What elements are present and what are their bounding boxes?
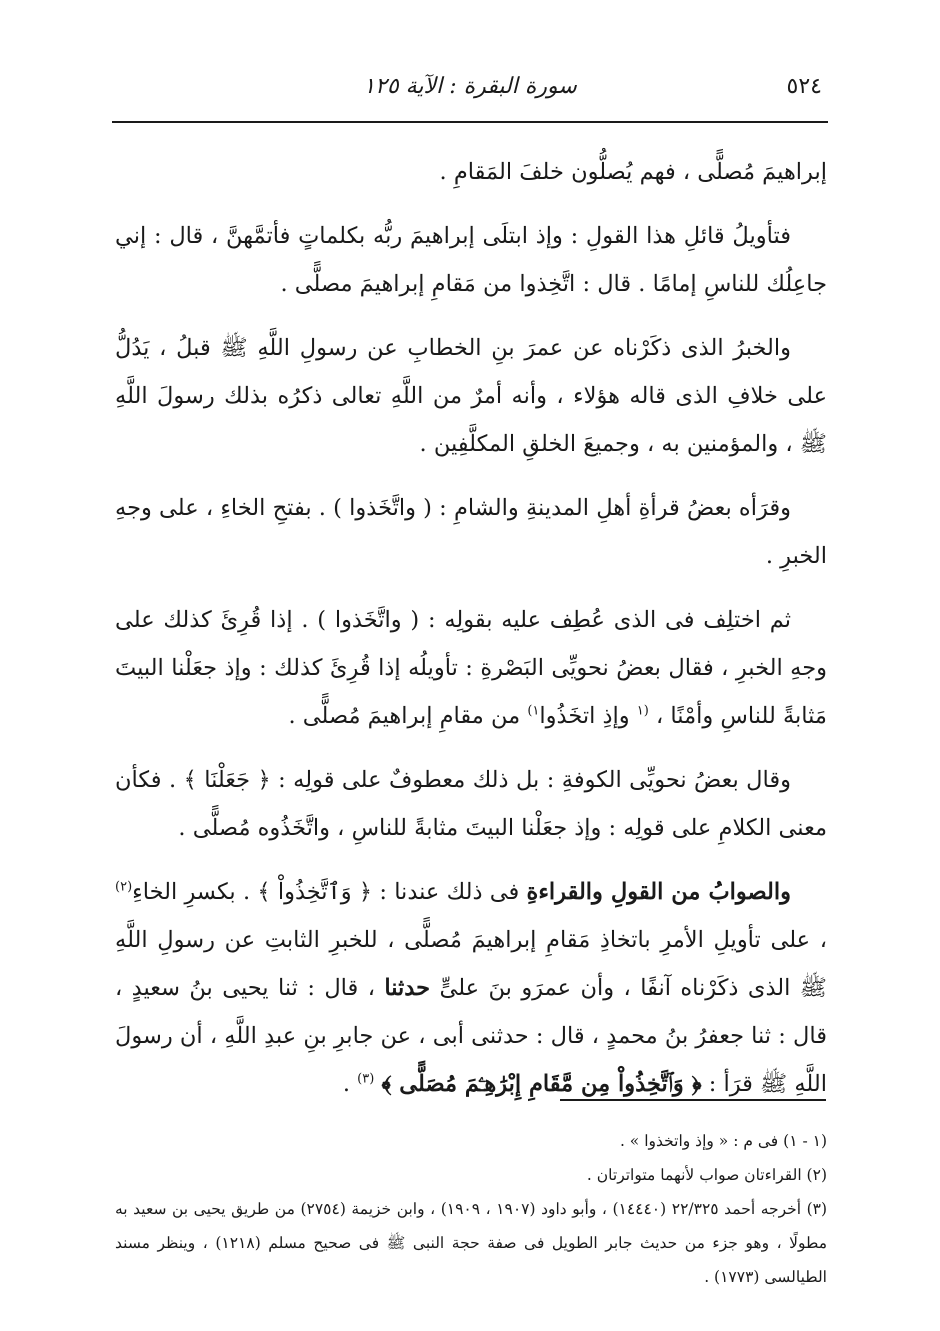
quran-verse: ﴿ وَٱتَّخِذُواْ مِن مَّقَامِ إِبْرَٰهِـۧمَ مُصَلًّى ﴾ [381, 1071, 702, 1097]
main-text [115, 148, 827, 1124]
paragraph-7-text-c: ، قال : ثنا يحيى بنُ سعيدٍ ، قال : ثنا جعفرُ بنُ محمدٍ ، قال : حدثنى أبى ، عن جابرِ بنِ عبدِ اللَّهِ ، أن رسولَ اللَّهِ ﷺ قرَأ : [115, 975, 827, 1097]
paragraph-3: والخبرُ الذى ذكَرْناه عن عمرَ بنِ الخطابِ عن رسولِ اللَّهِ ﷺ قبلُ ، يَدُلُّ على خلافِ الذى قاله هؤلاء ، وأنه أمرٌ من اللَّهِ تعالى ذكرُه بذلك رسولَ اللَّهِ ﷺ ، والمؤمنين به ، وجميعَ الخلقِ المكلَّفِين . [115, 335, 827, 457]
page-header [112, 72, 828, 112]
footnote-marker-1-open: (١ [636, 703, 649, 719]
paragraph-7-bold-lead: والصوابُ من القولِ والقراءةِ [526, 879, 791, 905]
footnote-marker-3: (٣) [357, 1071, 375, 1087]
paragraph-7-text-d: . [342, 1071, 358, 1097]
footnotes [115, 1124, 827, 1294]
paragraph-5-text-a: ثم اختلِف فى الذى عُطِف عليه بقولِه : ( واتَّخَذوا ) . إذا قُرِئَ كذلك على وجهِ الخبرِ ، فقال بعضُ نحويِّى البَصْرةِ : تأويلُه إذا قُرِئَ كذلك : وإذ جعَلْنا البيتَ مَثابةً للناسِ وأمْنًا ، [115, 607, 827, 729]
header-rule [112, 121, 828, 123]
footnote-2: (٢) القراءتان صواب لأنهما متواترتان . [586, 1166, 827, 1184]
paragraph-5-text-b: وإذِ اتخَذُوا [539, 703, 637, 729]
paragraph-4: وقرَأه بعضُ قرأةِ أهلِ المدينةِ والشامِ : ( واتَّخَذوا ) . بفتحِ الخاءِ ، على وجهِ الخبرِ . [115, 495, 827, 569]
page-number: ٥٢٤ [786, 74, 822, 99]
footnote-marker-1-close: ١) [527, 703, 540, 719]
footnote-1: (١ - ١) فى م : « وإذ واتخذوا » . [619, 1132, 827, 1150]
paragraph-7-text-a: فى ذلك عندنا : ﴿ وَٱتَّخِذُواْ ﴾ . بكسرِ الخاءِ [132, 879, 527, 905]
paragraph-7 [115, 868, 827, 1108]
paragraph-7-bold-haddathana: حدثنا [384, 975, 431, 1001]
footnote-rule [560, 1099, 826, 1101]
paragraph-1: إبراهيمَ مُصلًّى ، فهم يُصلُّون خلفَ المَقامِ . [439, 159, 827, 185]
paragraph-6: وقال بعضُ نحويِّى الكوفةِ : بل ذلك معطوفٌ على قولِه : ﴿ جَعَلْنَا ﴾ . فكأن معنى الكلامِ على قولِه : وإذ جعَلْنا البيتَ مثابةً للناسِ ، واتَّخَذُوه مُصلًّى . [115, 767, 827, 841]
paragraph-2: فتأويلُ قائلِ هذا القولِ : وإذ ابتلَى إبراهيمَ ربُّه بكلماتٍ فأتمَّهنَّ ، قال : إني جاعِلُك للناسِ إمامًا . قال : اتَّخِذوا من مَقامِ إبراهيمَ مصلًّى . [115, 223, 827, 297]
running-title: سورة البقرة : الآية ١٢٥ [363, 74, 577, 99]
paragraph-5-text-c: من مقامِ إبراهيمَ مُصلًّى . [288, 703, 528, 729]
footnote-marker-2: (٢) [115, 879, 133, 895]
footnote-3: (٣) أخرجه أحمد ٢٢/٣٢٥ (١٤٤٤٠) ، وأبو داود (١٩٠٧ ، ١٩٠٩) ، وابن خزيمة (٢٧٥٤) من طريق يحيى بن سعيد به مطولًا ، وهو جزء من حديث جابر الطويل فى صفة حجة النبى ﷺ فى صحيح مسلم (١٢١٨) ، وينظر مسند الطيالسى (١٧٧٣) . [115, 1200, 828, 1286]
paragraph-7-text-b: ، على تأويلِ الأمرِ باتخاذِ مَقامِ إبراهيمَ مُصلًّى ، للخبرِ الثابتِ عن رسولِ اللَّهِ ﷺ الذى ذكَرْناه آنفًا ، وأن عمرَو بنَ علىٍّ [115, 927, 827, 1001]
paragraph-5 [115, 596, 827, 740]
